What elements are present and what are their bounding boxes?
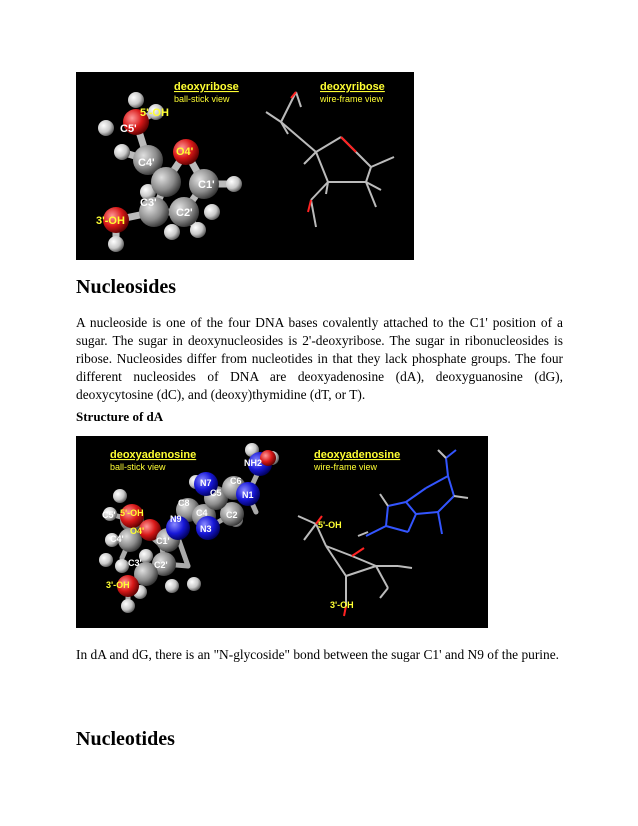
figure-subtitle: ball-stick view	[174, 94, 230, 104]
figure-subtitle: ball-stick view	[110, 462, 166, 472]
atom-label: C5'	[120, 123, 137, 135]
atom-label: N3	[200, 524, 212, 534]
figure-title: deoxyribose	[320, 81, 385, 93]
atom-label: 3'-OH	[96, 215, 125, 227]
atom-label: C2'	[154, 560, 168, 570]
atom-label: C1'	[156, 536, 170, 546]
figure-title: deoxyadenosine	[110, 449, 197, 461]
deoxyribose-illustration	[76, 72, 414, 260]
atom-label: C2	[226, 510, 238, 520]
atom-label: NH2	[244, 458, 263, 468]
atom-label: 5'-OH	[140, 107, 169, 119]
atom-label: C5'	[102, 510, 116, 520]
atom-label: C8	[178, 498, 190, 508]
atom-label: N7	[200, 478, 212, 488]
atom-label: 5'-OH	[120, 508, 144, 518]
figure-title: deoxyadenosine	[314, 449, 401, 461]
atom-label: O4'	[176, 146, 194, 158]
atom-label: C4'	[138, 157, 155, 169]
atom-label: C5	[210, 488, 222, 498]
atom-label: N1	[242, 490, 254, 500]
atom-label: C3'	[128, 558, 142, 568]
atom-label: C2'	[176, 207, 193, 219]
atom-label: C4'	[110, 534, 124, 544]
n-glycoside-paragraph: In dA and dG, there is an "N-glycoside" bond between the sugar C1' and N9 of the purine.	[76, 647, 560, 662]
wire-frame-bonds	[298, 516, 398, 606]
figure-subtitle: wire-frame view	[314, 462, 378, 472]
atom-label: C3'	[140, 197, 157, 209]
wire-frame-bonds	[266, 92, 394, 227]
deoxyadenosine-figure	[76, 436, 488, 628]
wire-frame-base-bonds	[366, 450, 456, 536]
wire-frame-h-bonds	[380, 450, 468, 568]
figure-subtitle: wire-frame view	[320, 94, 384, 104]
atom-label: C6	[230, 476, 242, 486]
atom-label: C1'	[198, 179, 215, 191]
nucleosides-paragraph: A nucleoside is one of the four DNA bases covalently attached to the C1' position of a sugar. The sugar in deoxynucleosides is 2'-deoxyribose. The sugar in ribonucleosides is ribose. Nucleosides differ from nucleotides in that they lack phosphate groups. The four different nucleosides of DNA are deoxyadenosine (dA), deoxyguanosine (dG), deoxycytosine (dC), and (deoxy)thymidine (dT, or T).	[76, 315, 563, 402]
wire-label: 5'-OH	[318, 520, 342, 530]
atom-label: O4'	[130, 526, 145, 536]
deoxyribose-figure	[76, 72, 414, 260]
deoxyadenosine-illustration	[76, 436, 488, 628]
structure-of-da-heading: Structure of dA	[76, 409, 164, 424]
figure-title: deoxyribose	[174, 81, 239, 93]
nucleotides-heading: Nucleotides	[76, 728, 175, 750]
atom-label: N9	[170, 514, 182, 524]
atom-label: 3'-OH	[106, 580, 130, 590]
nucleosides-heading: Nucleosides	[76, 276, 176, 298]
atom-label: C4	[196, 508, 208, 518]
wire-label: 3'-OH	[330, 600, 354, 610]
